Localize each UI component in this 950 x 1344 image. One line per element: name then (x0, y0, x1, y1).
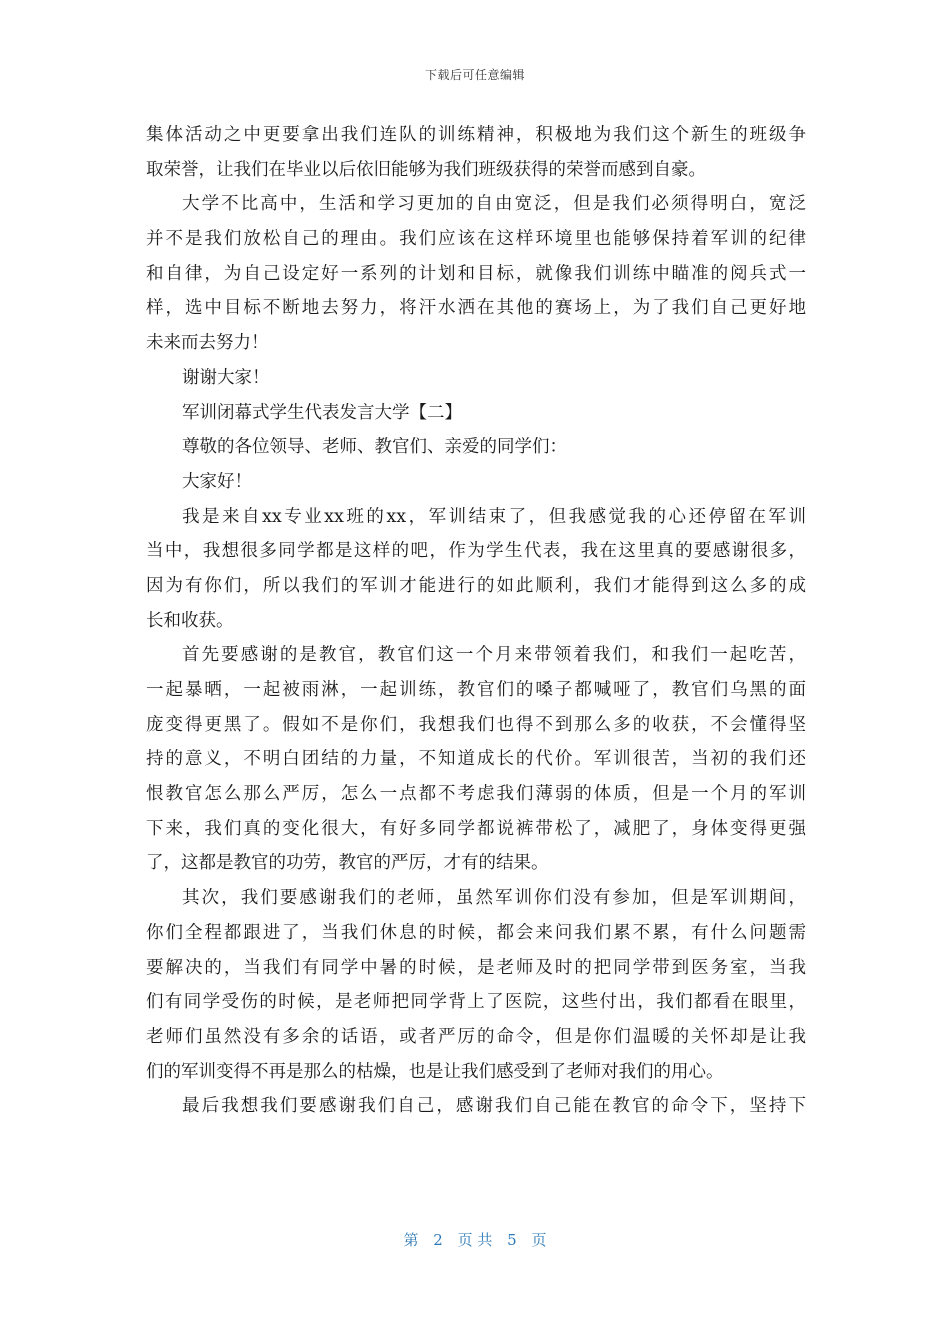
text-line: 一起暴晒，一起被雨淋，一起训练，教官们的嗓子都喊哑了，教官们乌黑的面 (146, 680, 806, 700)
text-line: 谢谢大家！ (182, 367, 270, 388)
text-line: 并不是我们放松自己的理由。我们应该在这样环境里也能够保持着军训的纪律 (146, 229, 806, 250)
text-line: 首先要感谢的是教官，教官们这一个月来带领着我们，和我们一起吃苦， (182, 645, 806, 666)
footer-total-pages: 5 (507, 1231, 517, 1249)
page-header-note: 下载后可任意编辑 (424, 68, 525, 82)
text-line: 其次，我们要感谢我们的老师，虽然军训你们没有参加，但是军训期间， (182, 888, 806, 909)
footer-prefix: 第 (403, 1231, 419, 1249)
footer-suffix: 页 (531, 1231, 547, 1249)
page-footer (0, 1229, 950, 1250)
text-line: 因为有你们，所以我们的军训才能进行的如此顺利，我们才能得到这么多的成 (146, 575, 806, 596)
footer-page-number: 2 (433, 1231, 443, 1249)
text-line: 大家好！ (182, 471, 252, 492)
text-line: 了，这都是教官的功劳，教官的严厉，才有的结果。 (146, 853, 549, 874)
text-line: 要解决的，当我们有同学中暑的时候，是老师及时的把同学带到医务室，当我 (146, 957, 806, 978)
text-line: 我是来自xx专业xx班的xx，军训结束了，但我感觉我的心还停留在军训 (182, 506, 806, 527)
text-line: 们的军训变得不再是那么的枯燥，也是让我们感受到了老师对我们的用心。 (146, 1061, 724, 1082)
document-body (146, 118, 806, 1124)
footer-middle: 页 共 (457, 1231, 493, 1249)
text-line: 庞变得更黑了。假如不是你们，我想我们也得不到那么多的收获，不会懂得坚 (146, 714, 806, 735)
text-line: 集体活动之中更要拿出我们连队的训练精神，积极地为我们这个新生的班级争 (146, 125, 806, 145)
text-line: 持的意义，不明白团结的力量，不知道成长的代价。军训很苦，当初的我们还 (146, 749, 806, 770)
text-line: 样，选中目标不断地去努力，将汗水洒在其他的赛场上，为了我们自己更好地 (146, 298, 806, 319)
text-line: 军训闭幕式学生代表发言大学【二】 (182, 402, 462, 423)
text-line: 下来，我们真的变化很大，有好多同学都说裤带松了，减肥了，身体变得更强 (146, 818, 806, 839)
text-line: 恨教官怎么那么严厉，怎么一点都不考虑我们薄弱的体质，但是一个月的军训 (146, 784, 806, 805)
text-line: 取荣誉，让我们在毕业以后依旧能够为我们班级获得的荣誉而感到自豪。 (146, 159, 706, 180)
text-line: 老师们虽然没有多余的话语，或者严厉的命令，但是你们温暖的关怀却是让我 (146, 1026, 806, 1047)
text-line: 长和收获。 (146, 610, 234, 631)
text-line: 你们全程都跟进了，当我们休息的时候，都会来问我们累不累，有什么问题需 (146, 922, 806, 943)
text-line: 和自律，为自己设定好一系列的计划和目标，就像我们训练中瞄准的阅兵式一 (146, 263, 806, 284)
text-line: 最后我想我们要感谢我们自己，感谢我们自己能在教官的命令下，坚持下 (182, 1096, 806, 1117)
text-line: 尊敬的各位领导、老师、教官们、亲爱的同学们： (182, 437, 567, 458)
text-line: 大学不比高中，生活和学习更加的自由宽泛，但是我们必须得明白，宽泛 (182, 194, 806, 215)
text-line: 未来而去努力！ (146, 333, 269, 354)
text-line: 当中，我想很多同学都是这样的吧，作为学生代表，我在这里真的要感谢很多， (146, 541, 806, 562)
text-line: 们有同学受伤的时候，是老师把同学背上了医院，这些付出，我们都看在眼里， (146, 992, 806, 1013)
